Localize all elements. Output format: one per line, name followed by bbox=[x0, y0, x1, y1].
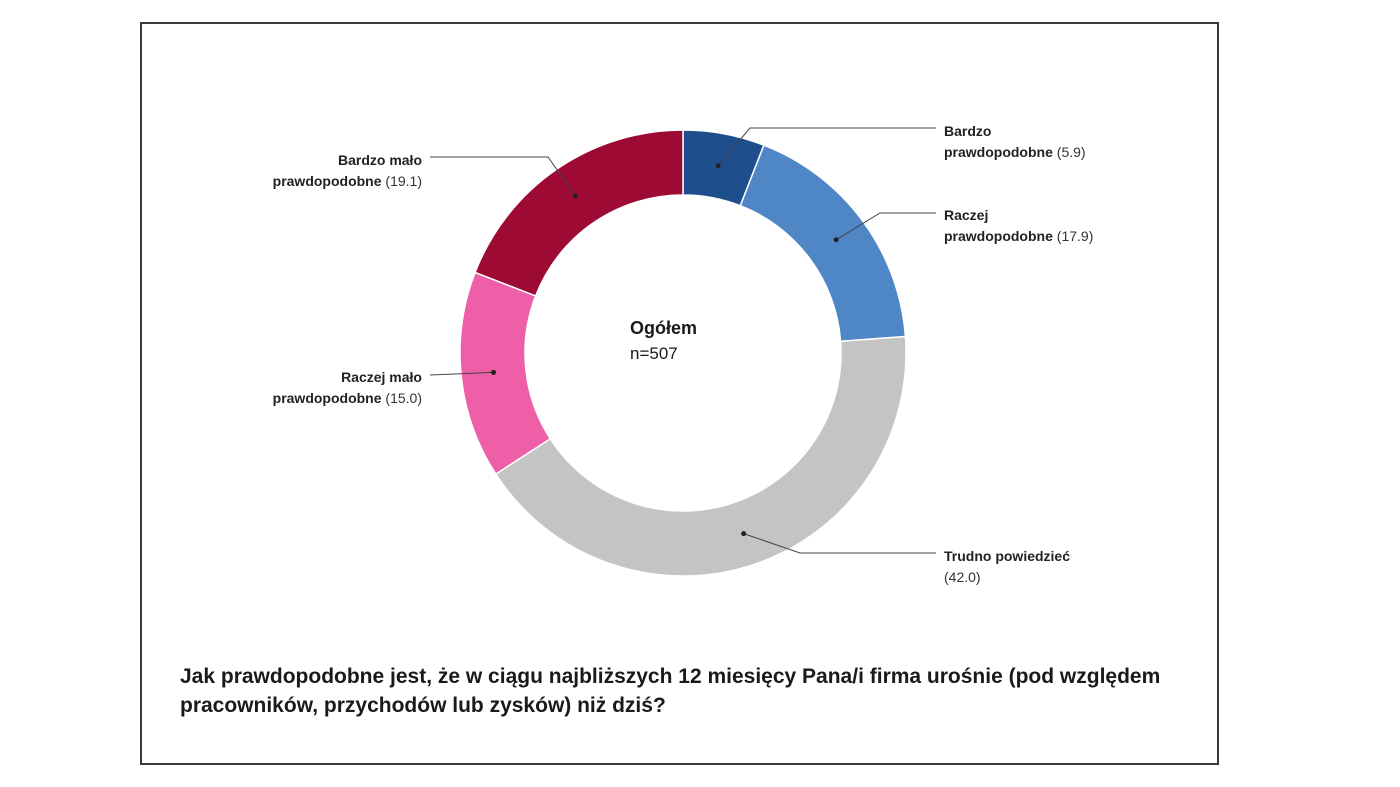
label-raczej-malo-prawdopodobne bbox=[273, 367, 422, 409]
label-value: (15.0) bbox=[385, 390, 422, 406]
label-raczej-prawdopodobne bbox=[944, 205, 1093, 247]
label-name: prawdopodobne bbox=[272, 173, 382, 189]
donut-slice-trudno-powiedzieć bbox=[496, 337, 906, 576]
label-name: Raczej mało bbox=[341, 369, 422, 385]
donut-slice-bardzo-mało-prawdopodobne bbox=[475, 130, 683, 296]
label-trudno-powiedziec bbox=[944, 546, 1070, 588]
leader-dot bbox=[716, 163, 721, 168]
leader-dot bbox=[741, 531, 746, 536]
label-value: (17.9) bbox=[1056, 228, 1094, 244]
label-name: Bardzo bbox=[944, 123, 992, 139]
leader-dot bbox=[573, 193, 578, 198]
survey-question: Jak prawdopodobne jest, że w ciągu najbliższych 12 miesięcy Pana/i firma urośnie (pod względem pracowników, przychodów lub zysków) niż dziś? bbox=[180, 665, 1161, 717]
label-value: (42.0) bbox=[944, 569, 981, 585]
label-value: (19.1) bbox=[385, 173, 422, 189]
label-name: prawdopodobne bbox=[944, 228, 1053, 244]
leader-dot bbox=[834, 237, 839, 242]
label-name: prawdopodobne bbox=[944, 144, 1053, 160]
leader-dot bbox=[491, 370, 496, 375]
label-name: Bardzo mało bbox=[337, 152, 422, 168]
center-title: Ogółem bbox=[630, 318, 698, 338]
center-sample-size: n=507 bbox=[630, 344, 678, 363]
label-name: prawdopodobne bbox=[272, 390, 382, 406]
label-name: Raczej bbox=[944, 207, 989, 223]
label-bardzo-prawdopodobne bbox=[944, 121, 1086, 163]
donut-slice-raczej-prawdopodobne bbox=[740, 145, 905, 341]
label-name: Trudno powiedzieć bbox=[944, 548, 1071, 564]
label-value: (5.9) bbox=[1056, 144, 1086, 160]
label-bardzo-malo-prawdopodobne bbox=[273, 150, 422, 192]
